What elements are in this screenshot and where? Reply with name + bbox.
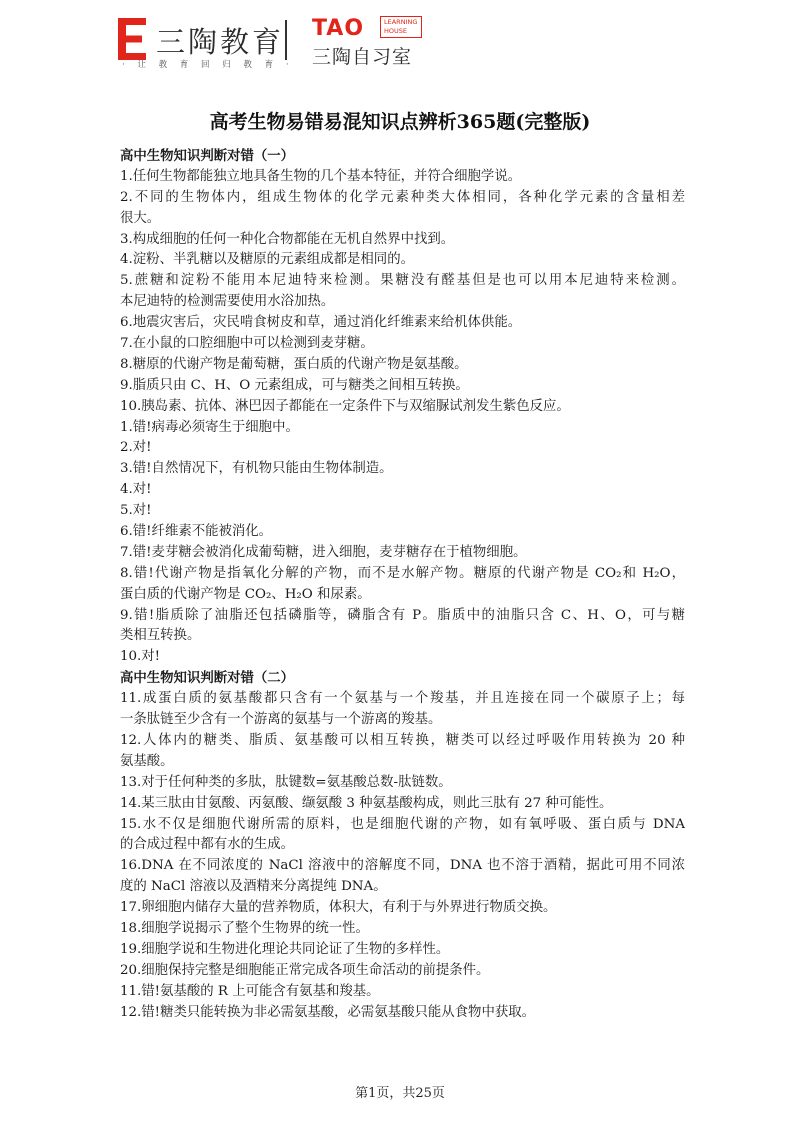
page-footer: 第1页，共25页 xyxy=(355,1086,445,1101)
text-line: 4.淀粉、半乳糖以及糖原的元素组成都是相同的。 xyxy=(120,252,414,268)
text-line: 6.地震灾害后，灾民啃食树皮和草，通过消化纤维素来给机体供能。 xyxy=(120,315,522,331)
text-line: 9.脂质只由 C、H、O 元素组成，可与糖类之间相互转换。 xyxy=(120,377,469,393)
text-line: 10.胰岛素、抗体、淋巴因子都能在一定条件下与双缩脲试剂发生紫色反应。 xyxy=(120,398,570,414)
text-line: 19.细胞学说和生物进化理论共同论证了生物的多样性。 xyxy=(120,941,450,957)
brand-name-right: 三陶自习室 xyxy=(312,46,413,68)
text-line: 14.某三肽由甘氨酸、丙氨酸、缬氨酸 3 种氨基酸构成，则此三肽有 27 种可能性。 xyxy=(120,795,613,811)
badge-line-2: HOUSE xyxy=(384,27,407,35)
page-header xyxy=(0,0,800,80)
brand-name-left: 三陶教育 xyxy=(156,25,285,59)
text-line: 8.错!代谢产物是指氧化分解的产物，而不是水解产物。糖原的代谢产物是 CO₂和 H₂O， xyxy=(120,565,685,581)
text-line: 一条肽链至少含有一个游离的氨基与一个游离的羧基。 xyxy=(120,712,442,728)
section-heading: 高中生物知识判断对错（二） xyxy=(120,670,295,687)
text-line: 2.不同的生物体内，组成生物体的化学元素种类大体相同，各种化学元素的含量相差 xyxy=(120,189,685,205)
text-line: 11.成蛋白质的氨基酸都只含有一个氨基与一个羧基，并且连接在同一个碳原子上；每 xyxy=(120,691,685,707)
text-line: 1.任何生物都能独立地具备生物的几个基本特征，并符合细胞学说。 xyxy=(120,168,522,184)
learning-house-badge xyxy=(380,16,422,38)
text-line: 11.错!氨基酸的 R 上可能含有氨基和羧基。 xyxy=(120,983,380,999)
brand-slogan: · 让 教 育 回 归 教 育 · xyxy=(122,60,294,70)
text-line: 9.错!脂质除了油脂还包括磷脂等，磷脂含有 P。脂质中的油脂只含 C、H、O，可与糖 xyxy=(120,607,685,623)
tao-wordmark: TAO xyxy=(312,16,365,41)
text-line: 16.DNA 在不同浓度的 NaCl 溶液中的溶解度不同，DNA 也不溶于酒精，据此可用不同浓 xyxy=(120,858,685,874)
text-line: 2.对! xyxy=(120,440,152,456)
text-line: 13.对于任何种类的多肽，肽键数=氨基酸总数-肽链数。 xyxy=(120,774,452,790)
section-heading: 高中生物知识判断对错（一） xyxy=(120,148,295,164)
text-line: 12.人体内的糖类、脂质、氨基酸可以相互转换，糖类可以经过呼吸作用转换为 20 种 xyxy=(120,732,685,748)
tao-learning-house-logo xyxy=(312,16,462,72)
document-body xyxy=(120,146,685,1023)
text-line: 度的 NaCl 溶液以及酒精来分离提纯 DNA。 xyxy=(120,879,387,895)
text-line: 17.卵细胞内储存大量的营养物质，体积大，有利于与外界进行物质交换。 xyxy=(120,900,557,916)
text-line: 7.在小鼠的口腔细胞中可以检测到麦芽糖。 xyxy=(120,336,374,352)
text-line: 20.细胞保持完整是细胞能正常完成各项生命活动的前提条件。 xyxy=(120,962,490,978)
text-line: 的合成过程中都有水的生成。 xyxy=(120,837,295,853)
text-line: 8.糖原的代谢产物是葡萄糖，蛋白质的代谢产物是氨基酸。 xyxy=(120,356,468,372)
text-line: 3.错!自然情况下，有机物只能由生物体制造。 xyxy=(120,461,393,477)
text-line: 3.构成细胞的任何一种化合物都能在无机自然界中找到。 xyxy=(120,231,455,247)
text-line: 6.错!纤维素不能被消化。 xyxy=(120,524,273,540)
text-line: 本尼迪特的检测需要使用水浴加热。 xyxy=(120,294,335,310)
santao-education-logo xyxy=(118,18,318,70)
badge-line-1: LEARNING xyxy=(384,18,418,26)
text-line: 5.蔗糖和淀粉不能用本尼迪特来检测。果糖没有醛基但是也可以用本尼迪特来检测。 xyxy=(120,273,685,289)
text-line: 15.水不仅是细胞代谢所需的原料，也是细胞代谢的产物，如有氧呼吸、蛋白质与 DNA xyxy=(120,816,685,832)
text-line: 10.对! xyxy=(120,649,161,665)
e-logo-icon xyxy=(118,18,148,60)
text-line: 蛋白质的代谢产物是 CO₂、H₂O 和尿素。 xyxy=(120,586,371,602)
header-divider xyxy=(285,20,287,60)
text-line: 4.对! xyxy=(120,482,152,498)
text-line: 7.错!麦芽糖会被消化成葡萄糖，进入细胞，麦芽糖存在于植物细胞。 xyxy=(120,544,527,560)
text-line: 很大。 xyxy=(120,210,161,226)
text-line: 氨基酸。 xyxy=(120,753,174,769)
text-line: 1.错!病毒必须寄生于细胞中。 xyxy=(120,419,299,435)
text-line: 18.细胞学说揭示了整个生物界的统一性。 xyxy=(120,920,369,936)
text-line: 5.对! xyxy=(120,503,152,519)
text-line: 12.错!糖类只能转换为非必需氨基酸，必需氨基酸只能从食物中获取。 xyxy=(120,1004,536,1020)
text-line: 类相互转换。 xyxy=(120,628,201,644)
document-title: 高考生物易错易混知识点辨析365题(完整版) xyxy=(209,111,591,133)
